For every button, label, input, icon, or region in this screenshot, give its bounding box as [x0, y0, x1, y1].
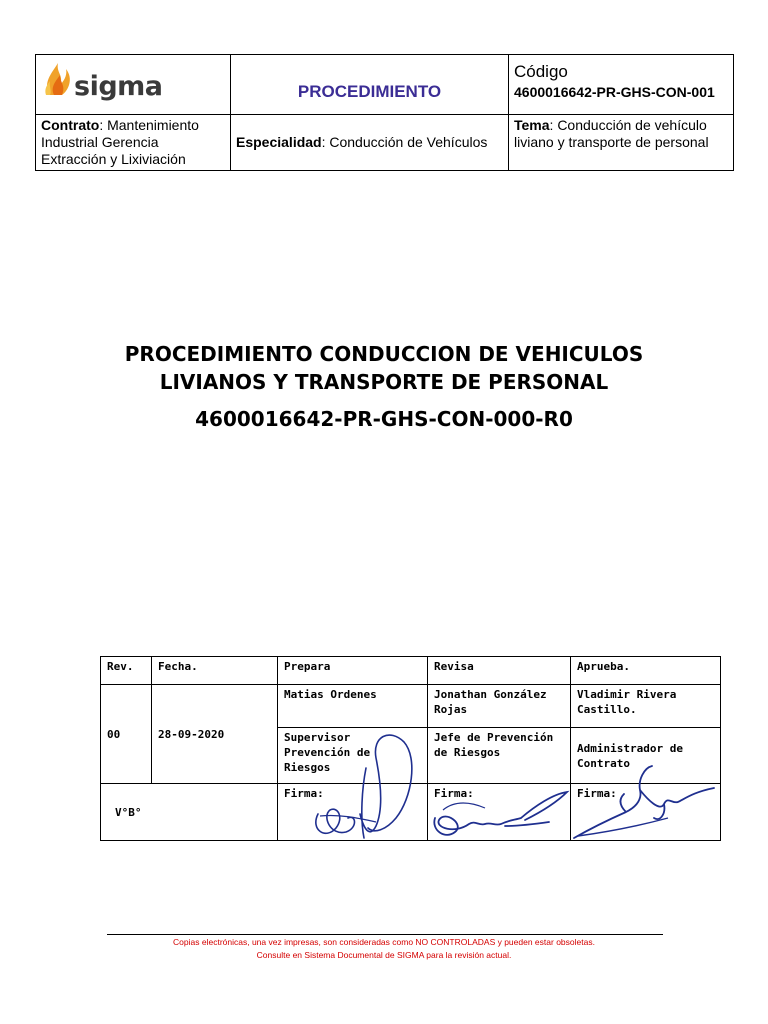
tema-label: Tema	[514, 117, 550, 133]
document-header	[35, 54, 734, 171]
contrato-label: Contrato	[41, 117, 100, 133]
especialidad-cell	[231, 115, 509, 171]
header-revisa: Revisa	[428, 657, 571, 685]
doc-type-cell	[231, 55, 509, 115]
aprueba-name: Vladimir Rivera Castillo.	[571, 685, 721, 728]
revisa-firma-label: Firma:	[428, 784, 571, 841]
title-line-2: LIVIANOS Y TRANSPORTE DE PERSONAL	[159, 370, 609, 394]
codigo-cell	[509, 55, 734, 115]
aprueba-firma-label: Firma:	[571, 784, 721, 841]
logo-cell	[36, 55, 231, 115]
footer-line-2: Consulte en Sistema Documental de SIGMA para la revisión actual.	[256, 950, 512, 960]
codigo-value: 4600016642-PR-GHS-CON-001	[514, 83, 715, 100]
document-code: 4600016642-PR-GHS-CON-000-R0	[195, 407, 573, 431]
title-line-1: PROCEDIMIENTO CONDUCCION DE VEHICULOS	[124, 342, 644, 366]
revisa-name: Jonathan González Rojas	[428, 685, 571, 728]
prepara-role: Supervisor Prevención de Riesgos	[278, 728, 428, 784]
footer-rule	[107, 934, 663, 935]
especialidad-value: : Conducción de Vehículos	[321, 134, 488, 150]
header-fecha: Fecha.	[152, 657, 278, 685]
footer-notice	[0, 936, 768, 962]
header-prepara: Prepara	[278, 657, 428, 685]
sigma-logo	[36, 55, 231, 110]
contrato-value: : Mantenimiento Industrial Gerencia Extracción y Lixiviación	[41, 117, 199, 167]
doc-type: PROCEDIMIENTO	[297, 82, 442, 101]
tema-cell	[509, 115, 734, 171]
prepara-name: Matias Ordenes	[278, 685, 428, 728]
revisa-role: Jefe de Prevención de Riesgos	[428, 728, 571, 784]
codigo-label: Código	[514, 61, 568, 81]
rev-date: 28-09-2020	[152, 685, 278, 784]
vobo-label: V°B°	[101, 784, 278, 841]
revision-table	[100, 656, 721, 841]
logo-wordmark: sigma	[74, 71, 163, 102]
header-aprueba: Aprueba.	[571, 657, 721, 685]
header-rev: Rev.	[101, 657, 152, 685]
prepara-firma-label: Firma:	[278, 784, 428, 841]
especialidad-label: Especialidad	[236, 134, 322, 150]
tema-value: : Conducción de vehículo liviano y transporte de personal	[514, 117, 709, 150]
rev-number: 00	[101, 685, 152, 784]
aprueba-role: Administrador de Contrato	[571, 728, 721, 784]
footer-line-1: Copias electrónicas, una vez impresas, son consideradas como NO CONTROLADAS y pueden estar obsoletas.	[173, 937, 595, 947]
contrato-cell	[36, 115, 231, 171]
